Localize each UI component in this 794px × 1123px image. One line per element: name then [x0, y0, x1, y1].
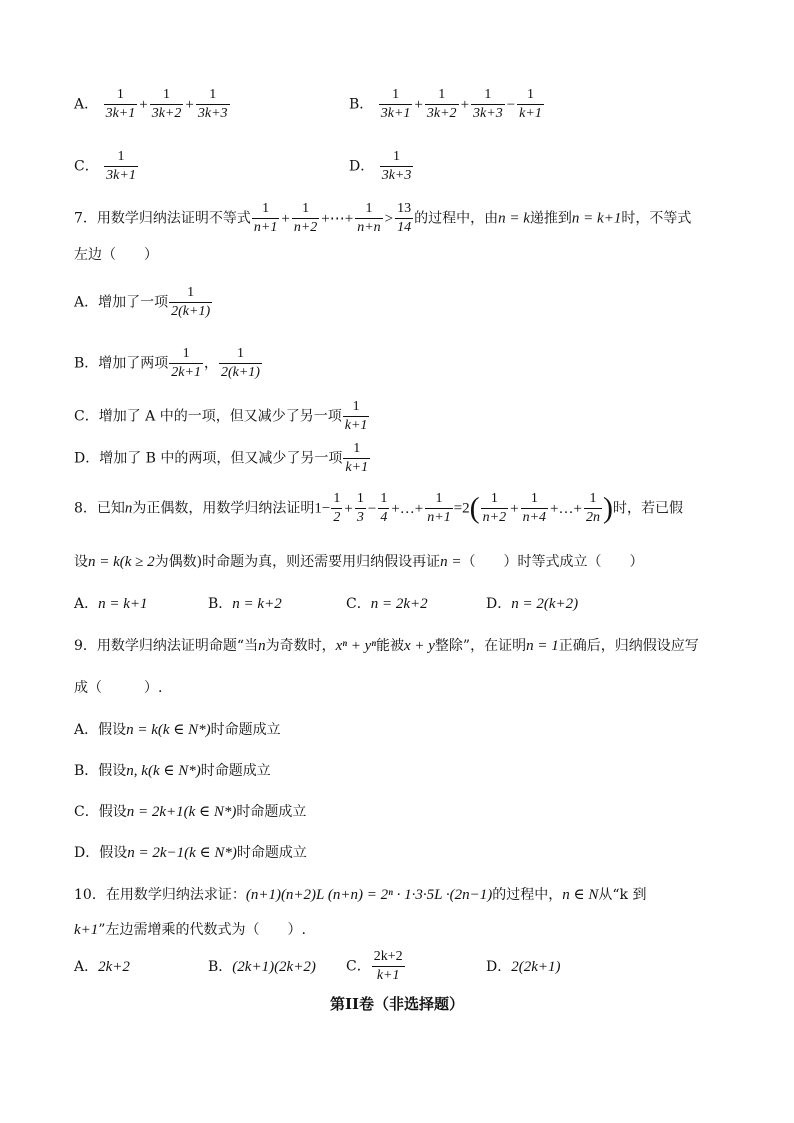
fraction: $\frac{1}{n+2}$	[482, 491, 507, 525]
q7-option-c: C．增加了 A 中的一项，但又减少了另一项 $\frac{1}{k+1}$	[74, 399, 368, 433]
fraction: $\frac{1}{2k+1}$	[171, 346, 201, 380]
fraction: $\frac{1}{n+1}$	[427, 491, 451, 525]
fraction: $\frac{1}{2(k+1)}$	[220, 346, 260, 380]
q10-option-d: D．2(2k+1)	[486, 959, 561, 975]
fraction: $\frac{1}{3k+3}$	[381, 149, 412, 183]
q10-option-a: A．2k+2	[74, 959, 130, 975]
q7-option-d: D．增加了 B 中的两项，但又减少了另一项 $\frac{1}{k+1}$	[74, 441, 369, 475]
fraction: $\frac{1}{n+4}$	[522, 491, 547, 525]
fraction: $\frac{1}{3k+3}$	[473, 87, 503, 121]
fraction: $\frac{1}{3k+2}$	[151, 87, 182, 121]
q10-option-b: B．(2k+1)(2k+2)	[208, 959, 316, 975]
fraction: $\frac{1}{2(k+1)}$	[171, 285, 211, 319]
section-title: 第II卷（非选择题）	[329, 995, 465, 1013]
fraction: $\frac{1}{k+1}$	[344, 399, 368, 433]
fraction: $\frac{1}{3k+3}$	[197, 87, 228, 121]
q8-option-d: D．n = 2(k+2)	[486, 596, 579, 612]
q9-stem-line2: 成（ ）.	[74, 680, 163, 696]
q9-option-b: B．假设n, k(k ∈ N*)时命题成立	[74, 763, 271, 779]
fraction: $\frac{1}{2}$	[333, 491, 341, 525]
fraction: $\frac{13}{14}$	[397, 201, 412, 235]
fraction: $\frac{1}{n+1}$	[253, 201, 278, 235]
q8-option-b: B．n = k+2	[208, 596, 282, 612]
q7-stem-line2: 左边（ ）	[74, 247, 158, 263]
q9-option-c: C．假设n = 2k+1(k ∈ N*)时命题成立	[74, 804, 307, 820]
q6-option-d: D． $\frac{1}{3k+3}$	[349, 149, 412, 183]
fraction: $\frac{1}{3k+2}$	[426, 87, 457, 121]
q10-stem: 10．在用数学归纳法求证：(n+1)(n+2)L (n+n) = 2ⁿ · 1·3·5L ·(2n−1)的过程中，n ∈ N从“k 到	[74, 887, 647, 903]
q7-option-b: B．增加了两项 $\frac{1}{2k+1}$ ， $\frac{1}{2(k+1)}$	[74, 346, 260, 380]
q6-option-b: B． $\frac{1}{3k+1}$ + $\frac{1}{3k+2}$ + $\frac{1}{3k+3}$ − $\frac{1}{k+1}$	[349, 87, 542, 121]
q7-option-a: A．增加了一项 $\frac{1}{2(k+1)}$	[74, 285, 211, 319]
fraction: $\frac{1}{3}$	[356, 491, 364, 525]
q6-option-a: A． $\frac{1}{3k+1}$ + $\frac{1}{3k+2}$ + $\frac{1}{3k+3}$	[74, 87, 228, 121]
fraction: $\frac{1}{4}$	[380, 491, 388, 525]
q6-option-c: C． $\frac{1}{3k+1}$	[74, 149, 136, 183]
fraction: $\frac{1}{n+2}$	[293, 201, 318, 235]
q8-option-c: C．n = 2k+2	[346, 596, 428, 612]
q8-stem-line2: 设n = k(k ≥ 2为偶数)时命题为真，则还需要用归纳假设再证n =（ ）时等式成立（ ）	[74, 554, 644, 570]
q8-options: A．n = k+1	[74, 596, 148, 612]
fraction: $\frac{1}{3k+1}$	[105, 87, 136, 121]
fraction: $\frac{2k+2}{k+1}$	[373, 949, 403, 983]
q7-stem: 7．用数学归纳法证明不等式 $\frac{1}{n+1}$ + $\frac{1}{n+2}$ +⋯+ $\frac{1}{n+n}$ > $\frac{13}{14}$ 的过程中，由n = k递推到n = k+1时，不等式	[74, 201, 692, 235]
fraction: $\frac{1}{k+1}$	[519, 87, 542, 121]
q9-option-a: A．假设n = k(k ∈ N*)时命题成立	[74, 722, 281, 738]
fraction: $\frac{1}{2n}$	[585, 491, 600, 525]
q8-stem: 8．已知n为正偶数，用数学归纳法证明1− $\frac{1}{2}$ + $\frac{1}{3}$ − $\frac{1}{4}$ +…+ $\frac{1}{n+1}$ =2( $\frac{1}{n+2}$ + $\frac{1}{n+4}$ +…+ $\frac{1}{2n}$ )时，若已假	[74, 491, 683, 525]
fraction: $\frac{1}{n+n}$	[357, 201, 381, 235]
fraction: $\frac{1}{3k+1}$	[106, 149, 136, 183]
q10-stem-line2: k+1”左边需增乘的代数式为（ ）.	[74, 922, 306, 938]
q9-option-d: D．假设n = 2k−1(k ∈ N*)时命题成立	[74, 845, 307, 861]
fraction: $\frac{1}{k+1}$	[345, 441, 369, 475]
fraction: $\frac{1}{3k+1}$	[380, 87, 411, 121]
q9-stem: 9．用数学归纳法证明命题“当n为奇数时，xⁿ + yⁿ能被x + y整除”，在证明n = 1正确后，归纳假设应写	[74, 638, 699, 654]
q10-option-c: C． $\frac{2k+2}{k+1}$	[346, 949, 403, 983]
